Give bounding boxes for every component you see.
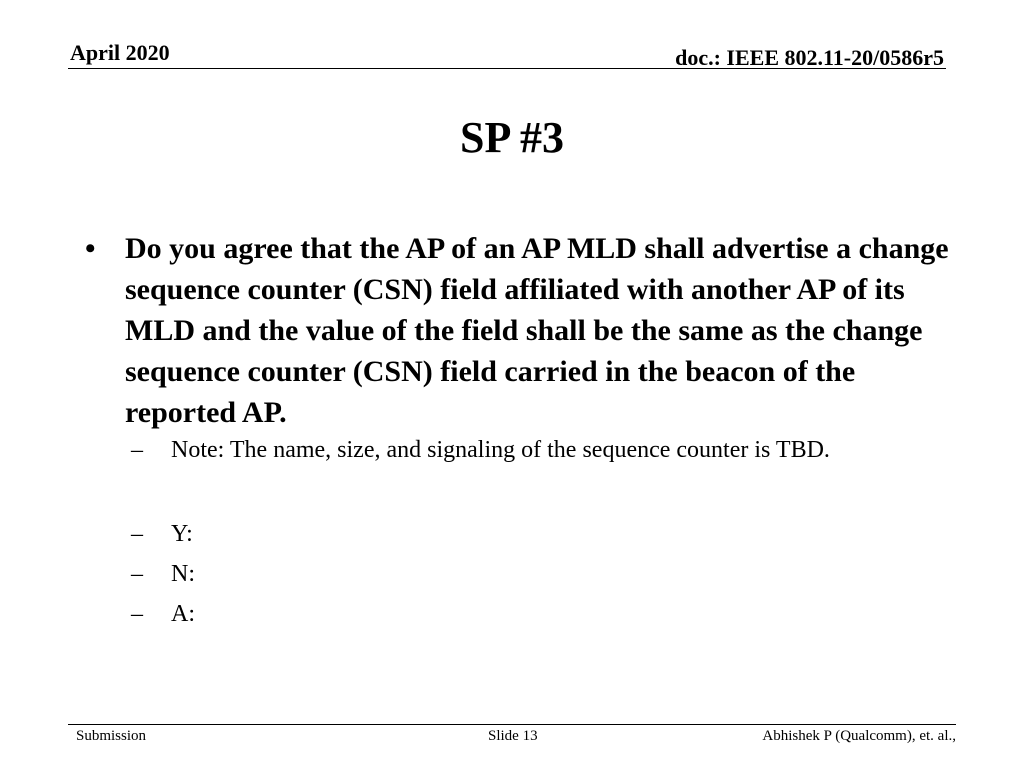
sub-item-abstain: [85, 597, 955, 631]
vote-abstain-label: A:: [171, 601, 195, 627]
header-doc-id: doc.: IEEE 802.11-20/0586r5: [675, 45, 944, 70]
sub-item-no: [85, 557, 955, 591]
header-date: April 2020: [70, 40, 170, 65]
note-text: Note: The name, size, and signaling of the sequence counter is TBD.: [171, 437, 830, 463]
slide-title: SP #3: [460, 113, 564, 162]
footer-slide-number: Slide 13: [488, 728, 538, 744]
dash-icon: –: [131, 437, 143, 463]
footer-submission: Submission: [76, 728, 147, 744]
sub-item-yes: [85, 517, 955, 551]
sub-item-note: [85, 433, 955, 467]
main-bullet: [85, 228, 955, 433]
header-divider: [68, 68, 946, 69]
vote-no-label: N:: [171, 561, 195, 587]
footer-divider: [68, 724, 956, 725]
dash-icon: –: [131, 601, 143, 627]
dash-icon: –: [131, 561, 143, 587]
dash-icon: –: [131, 521, 143, 547]
slide-body: [85, 228, 955, 631]
footer-author: Abhishek P (Qualcomm), et. al.,: [762, 728, 956, 744]
bullet-icon: •: [85, 232, 96, 265]
vote-yes-label: Y:: [171, 521, 193, 547]
main-bullet-text: Do you agree that the AP of an AP MLD shall advertise a change sequence counter (CSN) field affiliated with another AP of its MLD and the value of the field shall be the same as the change sequence counter (CSN) field carried in the beacon of the reported AP.: [125, 232, 949, 429]
